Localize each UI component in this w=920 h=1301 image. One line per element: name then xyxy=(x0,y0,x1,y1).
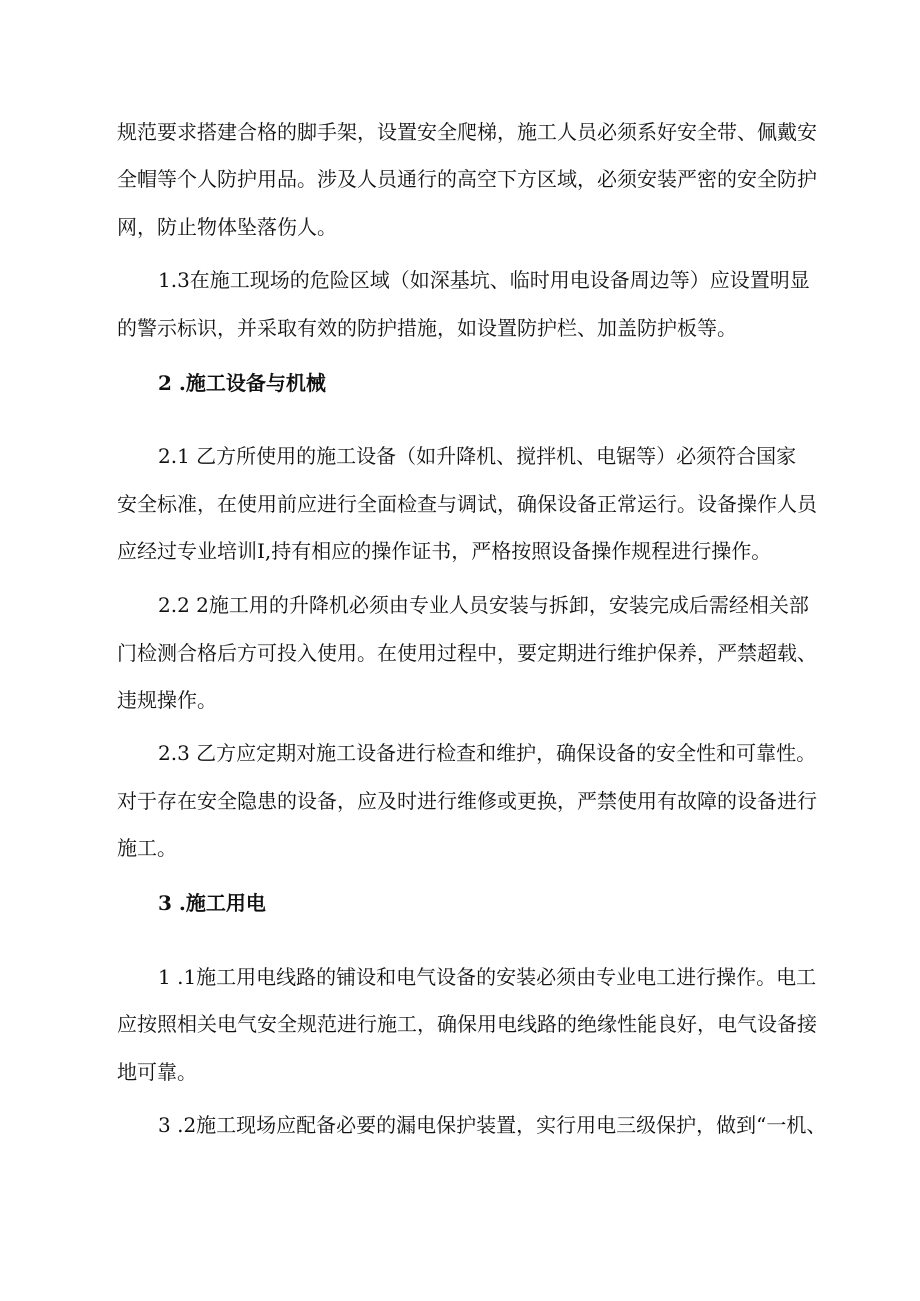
section-heading-3: 3 .施工用电 xyxy=(158,891,266,915)
paragraph-line-11: 门检测合格后方可投入使用。在使用过程中，要定期进行维护保养，严禁超载、 xyxy=(117,641,817,665)
paragraph-line-3: 网，防止物体坠落伤人。 xyxy=(117,215,337,239)
paragraph-line-1: 规范要求搭建合格的脚手架，设置安全爬梯，施工人员必须系好安全带、佩戴安 xyxy=(117,120,817,144)
paragraph-line-7: 2.1 乙方所使用的施工设备（如升降机、搅拌机、电锯等）必须符合国家 xyxy=(158,444,797,468)
paragraph-line-10: 2.2 2施工用的升降机必须由专业人员安装与拆卸，安装完成后需经相关部 xyxy=(158,593,809,617)
paragraph-line-8: 安全标准，在使用前应进行全面检查与调试，确保设备正常运行。设备操作人员 xyxy=(117,492,817,516)
paragraph-line-17: 1 .1施工用电线路的铺设和电气设备的安装必须由专业电工进行操作。电工 xyxy=(158,965,817,989)
paragraph-line-18: 应按照相关电气安全规范进行施工，确保用电线路的绝缘性能良好，电气设备接 xyxy=(117,1012,817,1036)
paragraph-line-19: 地可靠。 xyxy=(117,1060,197,1084)
paragraph-line-4: 1.3在施工现场的危险区域（如深基坑、临时用电设备周边等）应设置明显 xyxy=(158,268,810,292)
paragraph-line-12: 违规操作。 xyxy=(117,688,217,712)
paragraph-line-15: 施工。 xyxy=(117,836,177,860)
paragraph-line-2: 全帽等个人防护用品。涉及人员通行的高空下方区域，必须安装严密的安全防护 xyxy=(117,167,817,191)
paragraph-line-14: 对于存在安全隐患的设备，应及时进行维修或更换，严禁使用有故障的设备进行 xyxy=(117,789,817,813)
paragraph-line-9: 应经过专业培训I,持有相应的操作证书，严格按照设备操作规程进行操作。 xyxy=(117,539,772,563)
section-heading-2: 2 .施工设备与机械 xyxy=(158,371,326,395)
paragraph-line-20: 3 .2施工现场应配备必要的漏电保护装置，实行用电三级保护，做到“一机、 xyxy=(158,1113,827,1137)
paragraph-line-13: 2.3 乙方应定期对施工设备进行检查和维护，确保设备的安全性和可靠性。 xyxy=(158,741,817,765)
paragraph-line-5: 的警示标识，并采取有效的防护措施，如设置防护栏、加盖防护板等。 xyxy=(117,316,737,340)
